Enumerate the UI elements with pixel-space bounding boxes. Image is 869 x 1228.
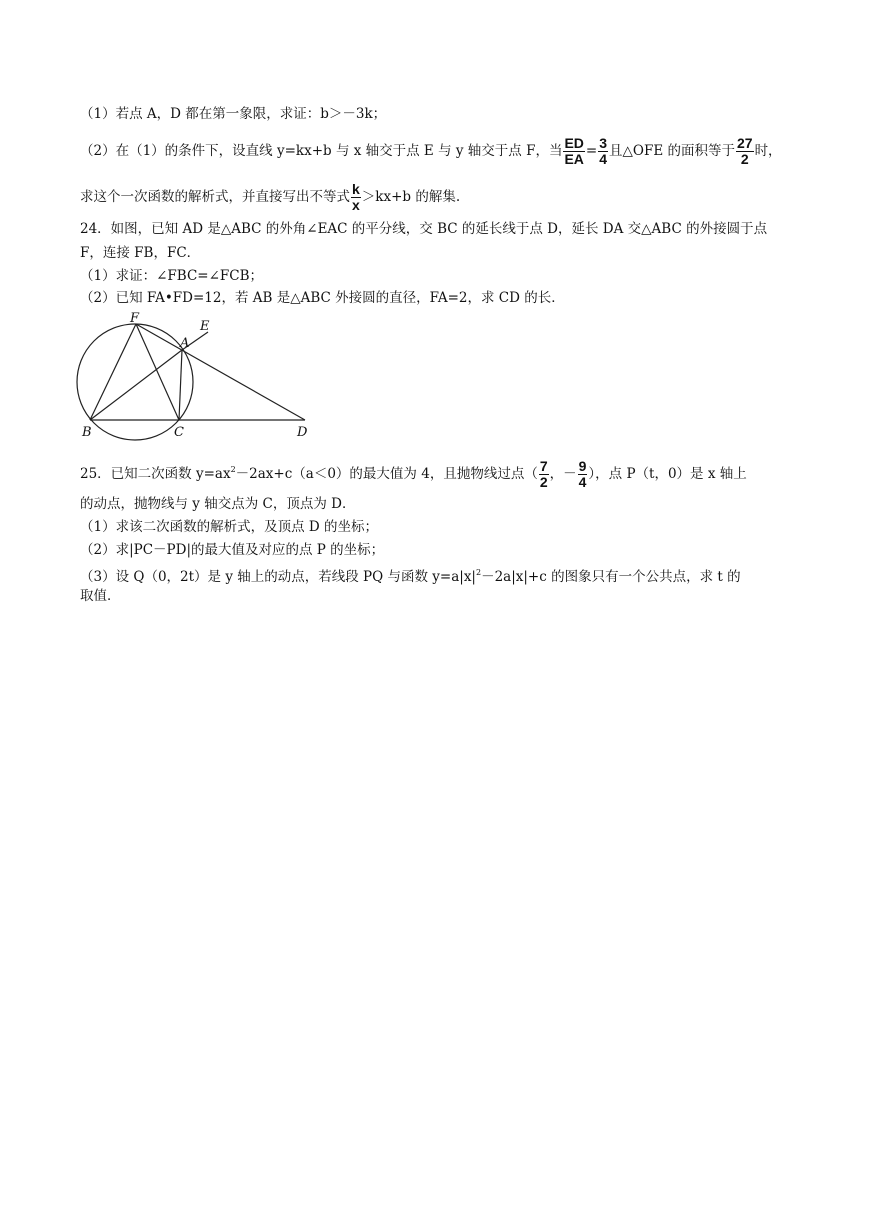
q24-part1-text: （1）求证：∠FBC=∠FCB；: [80, 268, 264, 284]
q25-stem-line2: [80, 494, 355, 514]
label-a: A: [180, 336, 190, 351]
q25-part1-text: （1）求该二次函数的解析式，及顶点 D 的坐标；: [80, 519, 378, 535]
circumscribed-circle: [77, 324, 193, 440]
q23-part2-text-a: （2）在（1）的条件下，设直线 y=kx+b 与 x 轴交于点 E 与 y 轴交于点 F，当: [80, 143, 563, 159]
q24-geometry-figure: [72, 310, 322, 442]
q24-stem2-text: F，连接 FB，FC．: [80, 245, 201, 261]
q23-part2-text-c: 时，: [754, 143, 782, 159]
q23-part3: [80, 180, 460, 214]
q25-part2-text: （2）求|PC－PD|的最大值及对应的点 P 的坐标；: [80, 542, 385, 558]
fraction-7-2: $\frac{7}{2}$: [539, 458, 548, 490]
q25-part3-text-b: －2a|x|+c 的图象只有一个公共点，求 t 的: [481, 569, 741, 585]
line-be: [90, 350, 182, 420]
q24-part2-text: （2）已知 FA•FD=12，若 AB 是△ABC 外接圆的直径，FA=2，求 CD 的长．: [80, 290, 565, 306]
q25-part3: [80, 563, 741, 587]
q24-stem1-text: 24．如图，已知 AD 是△ABC 的外角∠EAC 的平分线，交 BC 的延长线于点 D，延长 DA 交△ABC 的外接圆于点: [80, 221, 768, 237]
q25-stem2-text: 的动点，抛物线与 y 轴交点为 C，顶点为 D．: [80, 496, 356, 512]
q23-part3-text-a: 求这个一次函数的解析式，并直接写出不等式: [80, 189, 350, 205]
fraction-k-x: $\frac{k}{x}$: [352, 181, 360, 213]
superscript-2-abs: 2: [475, 568, 482, 577]
q23-part1-text: （1）若点 A，D 都在第一象限，求证：b＞－3k；: [80, 106, 387, 122]
q25-part2: [80, 540, 384, 560]
q24-stem-line1: [80, 219, 767, 239]
label-e: E: [200, 319, 210, 334]
q25-stem1-text-b: －2ax+c（a＜0）的最大值为 4，且抛物线过点（: [235, 466, 538, 482]
label-d: D: [297, 425, 308, 440]
q25-stem-line1: [80, 452, 747, 492]
fraction-9-4: $\frac{9}{4}$: [578, 458, 587, 490]
q25-part3-cont: [80, 586, 121, 606]
q25-part3-text-a: （3）设 Q（0，2t）是 y 轴上的动点，若线段 PQ 与函数 y=a|x|: [80, 569, 476, 585]
equals-sign: =: [585, 143, 598, 159]
line-fd: [136, 324, 305, 420]
q25-stem1-text-c: ，－: [549, 466, 577, 482]
segment-ac: [179, 350, 182, 420]
fraction-ed-ea: $\frac{ED}{EA}$: [564, 135, 584, 167]
q25-stem1-text-d: ），点 P（t，0）是 x 轴上: [588, 466, 747, 482]
fraction-three-quarters: $\frac{3}{4}$: [599, 135, 608, 167]
fraction-27-2: $\frac{27}{2}$: [736, 135, 753, 167]
label-c: C: [174, 425, 184, 440]
q25-part1: [80, 517, 378, 537]
q25-part4-text: 取值．: [80, 588, 121, 604]
label-f: F: [130, 311, 140, 326]
q23-part2-text-b: 且△OFE 的面积等于: [609, 143, 735, 159]
q23-part3-text-b: ＞kx+b 的解集.: [361, 189, 461, 205]
q23-part1: [80, 104, 386, 124]
superscript-2: 2: [230, 465, 236, 474]
q24-part1: [80, 266, 263, 286]
q24-stem-line2: [80, 243, 200, 263]
q25-stem1-text-a: 25．已知二次函数 y=ax: [80, 466, 231, 482]
q24-part2: [80, 288, 565, 308]
q23-part2: [80, 134, 782, 168]
label-b: B: [82, 425, 92, 440]
